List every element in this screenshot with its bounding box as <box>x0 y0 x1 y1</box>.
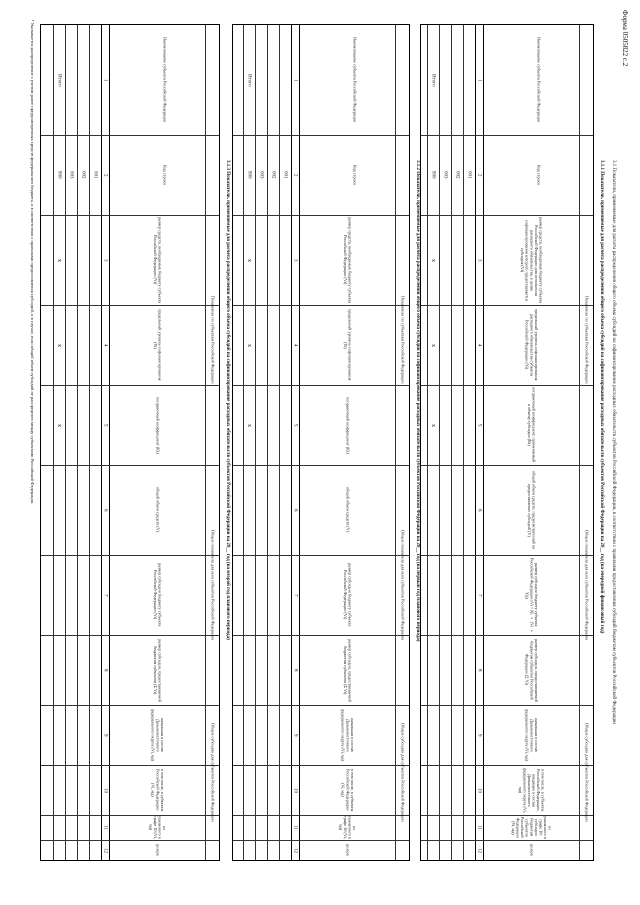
table-section-3 <box>40 24 220 861</box>
section-heading-2: 3.1.2 Показатели, применяемые для расчета распределения общего объема субсидий на софинансирование расходных обязательств субъектов Российской Федерации на 20__ год (на первый год планового периода) <box>415 160 420 642</box>
section-heading-3: 3.1.3 Показатели, применяемые для расчета распределения общего объема субсидий на софинансирование расходных обязательств субъектов Российской Федерации на 20__ год (на второй год планового периода) <box>225 160 230 640</box>
column-header-5: поправочный коэффициент (Ki) <box>155 396 161 454</box>
column-number: 12 <box>292 847 298 853</box>
footnote: ¹ Указывается распределение с учетом ранее предусмотренных средств федерального бюджета, и в соответствии с правилами предоставления субсидий, и в случае, если общий объем субсидий не распределен между субъектами Российской Федерации. <box>30 20 35 505</box>
column-header-6: общий объем средств (V) <box>155 487 161 533</box>
column-header-9: начальная в состав Дальневосточного федерального округа (Vi, мд) <box>340 708 355 762</box>
column-number: 6 <box>292 508 298 512</box>
column-header-9: начальная в состав Дальневосточного федерального округа (Vi, мд) <box>524 708 539 762</box>
total-cell: x <box>246 343 252 347</box>
row-divider <box>427 25 428 860</box>
column-header-5: поправочный коэффициент (Ki) <box>345 396 351 454</box>
column-header-11: из указанного в графе 10 (Vi, мд) <box>148 816 168 839</box>
column-header-8: размер субсидии, предоставляемой бюджетам субъектов (Σ Vi) <box>153 638 163 702</box>
total-cell: x <box>430 343 436 347</box>
row-divider <box>65 25 66 860</box>
column-number: 12 <box>102 847 108 853</box>
column-header-8: размер субсидии, предоставляемой бюджетам субъектов Российской Федерации (Σ Vi) <box>524 638 539 702</box>
group-header-total: Общие показатели для всех субъектов Российской Федерации <box>400 529 406 641</box>
total-code: 900 <box>430 171 436 179</box>
row-divider <box>451 25 452 860</box>
row-divider <box>279 25 280 860</box>
column-header-3: размер средств, необходимых бюджету субъекта Российской Федерации (Vi) <box>153 216 163 304</box>
column-header-7: размер субсидии бюджету субъекта Российской Федерации (Vi = Ki × (Vi × Yi)) <box>524 557 539 633</box>
page-title: 3.1 Показатели, применяемые для расчета распределения общего объема субсидий на софинансирование расходных обязательств субъектов Российской Федерации, в соответствии с правилами предоставления субсидий бюджетам субъектов Российской Федерации <box>611 160 616 724</box>
row-code: 002 <box>454 171 460 179</box>
total-cell: x <box>430 258 436 262</box>
column-header-5: поправочный коэффициент, применяемый к объему субсидии (Ki) <box>527 387 537 463</box>
group-header-budget: Общие субсидии для субъектов Российской Федерации <box>210 723 216 822</box>
column-number: 11 <box>292 825 298 830</box>
column-header-11: из указанного в графе 10: субсидии бюджетам субъектов Российской Федерации (Vi, мд) <box>511 816 553 839</box>
group-header-total: Общие показатели для всех субъектов Российской Федерации <box>210 529 216 641</box>
column-header-1: Наименование субъекта Российской Федерации <box>162 37 168 123</box>
row-code: 003 <box>68 171 74 179</box>
column-header-4: предельный уровень софинансирования расходного обязательства субъекта Российской Федерации (Yi) <box>524 309 539 381</box>
column-header-1: Наименование субъекта Российской Федерации <box>536 37 542 123</box>
column-number: 4 <box>102 343 108 347</box>
column-number: 11 <box>102 825 108 830</box>
row-code: 001 <box>282 171 288 179</box>
table-section-2 <box>232 24 410 861</box>
column-header-12: резерв <box>155 844 161 856</box>
total-cell: x <box>56 423 62 427</box>
column-number: 2 <box>102 173 108 177</box>
total-cell: x <box>246 258 252 262</box>
column-number: 9 <box>476 733 482 737</box>
column-header-4: предельный уровень софинансирования (Yi) <box>153 309 163 381</box>
group-header-subject: Показатели по субъектам Российской Федерации <box>400 296 406 384</box>
total-cell: x <box>56 258 62 262</box>
column-header-10: в том числе, в субъекты Российской Федерации (Vi, мд) <box>150 768 165 812</box>
column-header-3: размер средств, необходимых бюджету субъекта Российской Федерации для исполнения расходного обязательства, в целях софинансирования которого предоставляется субсидия (Vi) <box>520 216 544 304</box>
row-divider <box>463 25 464 860</box>
column-header-6: общий объем средств, предусмотренный на предоставление субсидий (V) <box>527 471 537 549</box>
column-number: 5 <box>476 423 482 427</box>
column-header-1: Наименование субъекта Российской Федерации <box>352 37 358 123</box>
column-header-10: в том числе, в субъекты Российской Федерации, входящие в состав Дальневосточного федерального округа (Vi, мд) <box>517 767 546 813</box>
column-number: 1 <box>292 78 298 82</box>
group-header-budget: Общие субсидии для субъектов Российской Федерации <box>584 723 590 822</box>
row-divider <box>267 25 268 860</box>
column-number: 7 <box>292 593 298 597</box>
column-number: 5 <box>292 423 298 427</box>
column-number: 5 <box>102 423 108 427</box>
row-code: 003 <box>442 171 448 179</box>
column-header-12: резерв <box>529 844 535 856</box>
column-number: 4 <box>292 343 298 347</box>
total-cell: x <box>246 423 252 427</box>
row-code: 003 <box>258 171 264 179</box>
row-divider <box>89 25 90 860</box>
form-code: Форма 0505822 с.2 <box>621 10 629 67</box>
section-heading-1: 3.1.1 Показатели, применяемые для расчета распределения общего объема субсидий на софинансирование расходных обязательств субъектов Российской Федерации на 20__ год (на очередной финансовый год) <box>599 160 604 634</box>
column-header-10: в том числе, в субъекты Российской Федерации (Vi, мд) <box>340 768 355 812</box>
column-header-8: размер субсидии, предоставляемой бюджетам субъектов (Σ Vi) <box>343 638 353 702</box>
column-header-9: начальная в состав Дальневосточного федерального округа (Vi, мд) <box>150 708 165 762</box>
column-number: 10 <box>476 787 482 793</box>
column-header-12: резерв <box>345 844 351 856</box>
column-number: 8 <box>292 668 298 672</box>
total-code: 900 <box>56 171 62 179</box>
column-header-7: размер субсидии бюджету субъекта Российской Федерации (Vi) <box>343 563 353 627</box>
group-header-subject: Показатели по субъектам Российской Федерации <box>584 296 590 384</box>
column-number: 11 <box>476 825 482 830</box>
row-divider <box>439 25 440 860</box>
column-header-2: Код строки <box>536 165 542 185</box>
column-number: 8 <box>476 668 482 672</box>
column-number: 3 <box>476 258 482 262</box>
column-number: 4 <box>476 343 482 347</box>
column-number: 1 <box>476 78 482 82</box>
column-number: 2 <box>476 173 482 177</box>
total-label: Итого <box>246 73 252 87</box>
row-divider <box>243 25 244 860</box>
column-number: 6 <box>476 508 482 512</box>
row-divider <box>255 25 256 860</box>
column-number: 3 <box>292 258 298 262</box>
column-number: 9 <box>102 733 108 737</box>
column-header-6: общий объем средств (V) <box>345 487 351 533</box>
column-number: 10 <box>102 787 108 793</box>
column-number: 3 <box>102 258 108 262</box>
row-divider <box>77 25 78 860</box>
column-number: 7 <box>476 593 482 597</box>
column-header-2: Код строки <box>352 165 358 185</box>
column-header-2: Код строки <box>162 165 168 185</box>
total-label: Итого <box>56 73 62 87</box>
column-number: 1 <box>102 78 108 82</box>
row-code: 002 <box>270 171 276 179</box>
row-code: 001 <box>466 171 472 179</box>
group-header-total: Общие показатели для всех субъектов Российской Федерации <box>584 529 590 641</box>
row-code: 002 <box>80 171 86 179</box>
column-number: 9 <box>292 733 298 737</box>
total-cell: x <box>430 423 436 427</box>
group-header-subject: Показатели по субъектам Российской Федерации <box>210 296 216 384</box>
total-label: Итого <box>430 73 436 87</box>
row-code: 001 <box>92 171 98 179</box>
column-header-7: размер субсидии бюджету субъекта Российской Федерации (Vi) <box>153 563 163 627</box>
column-number: 10 <box>292 787 298 793</box>
table-section-1 <box>420 24 594 861</box>
column-number: 2 <box>292 173 298 177</box>
column-header-11: из указанного в графе 10 (Vi, мд) <box>338 816 358 839</box>
total-cell: x <box>56 343 62 347</box>
column-header-3: размер средств, необходимых бюджету субъекта Российской Федерации (Vi) <box>343 216 353 304</box>
column-number: 6 <box>102 508 108 512</box>
column-header-4: предельный уровень софинансирования (Yi) <box>343 309 353 381</box>
column-number: 8 <box>102 668 108 672</box>
total-code: 900 <box>246 171 252 179</box>
column-number: 7 <box>102 593 108 597</box>
row-divider <box>53 25 54 860</box>
group-header-budget: Общие субсидии для субъектов Российской Федерации <box>400 723 406 822</box>
column-number: 12 <box>476 847 482 853</box>
